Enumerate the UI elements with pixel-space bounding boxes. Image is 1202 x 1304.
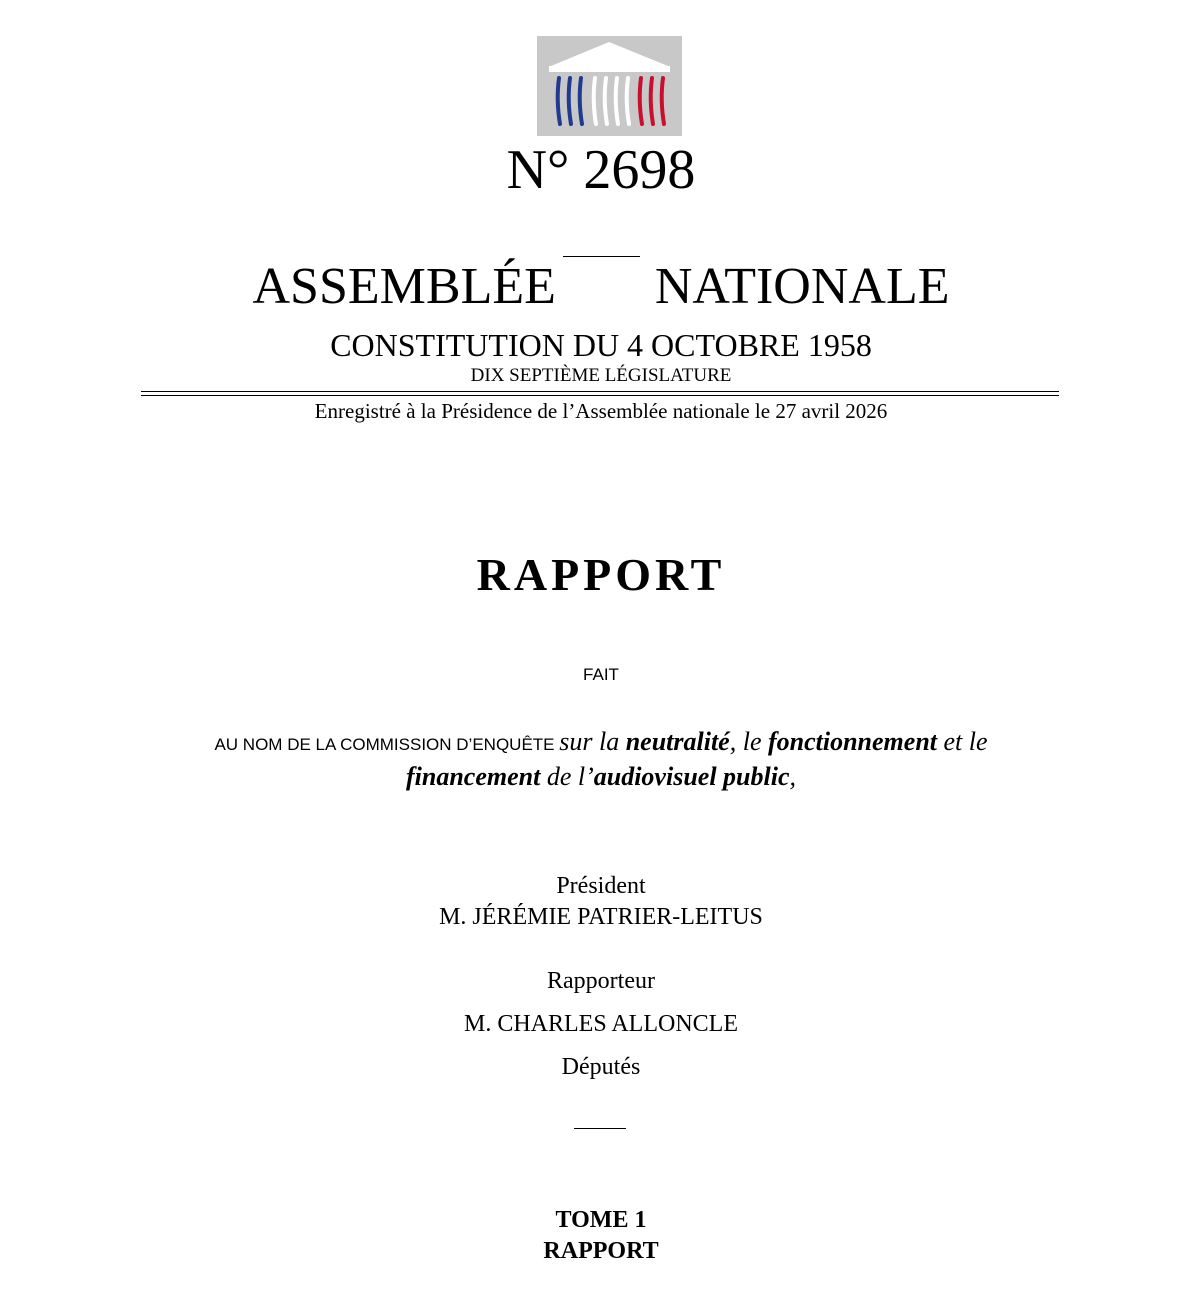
report-title: RAPPORT [476, 549, 726, 600]
commission-statement [180, 726, 1022, 793]
commission-text: de l’ [540, 762, 594, 791]
president-role: Président [556, 873, 646, 899]
double-rule-bottom [141, 395, 1059, 396]
registration-line: Enregistré à la Présidence de l’Assemblée nationale le 27 avril 2026 [314, 399, 888, 423]
president-name: M. JÉRÉMIE PATRIER-LEITUS [439, 904, 763, 930]
commission-text: , [789, 762, 796, 791]
commission-keyword: audiovisuel public [593, 762, 790, 791]
document-number: N° 2698 [506, 139, 696, 201]
rapporteur-name: M. CHARLES ALLONCLE [463, 1011, 738, 1037]
constitution-line: CONSTITUTION DU 4 OCTOBRE 1958 [330, 327, 872, 363]
bottom-divider [574, 1128, 626, 1129]
commission-keyword: neutralité [625, 727, 730, 756]
assemblee-nationale-logo [537, 36, 682, 136]
double-rule-top [141, 391, 1059, 392]
commission-keyword: fonctionnement [767, 727, 937, 756]
tome-title: TOME 1 [555, 1207, 647, 1233]
tome-subtitle: RAPPORT [543, 1238, 659, 1264]
legislature-line: DIX SEPTIÈME LÉGISLATURE [470, 365, 732, 386]
commission-text: et le [937, 727, 988, 756]
rapporteur-role: Rapporteur [547, 968, 655, 994]
commission-keyword: financement [405, 762, 541, 791]
fait-label: FAIT [583, 665, 619, 684]
deputes-label: Députés [561, 1054, 641, 1080]
institution-title: ASSEMBLÉE NATIONALE [252, 258, 950, 315]
commission-text: , le [729, 727, 768, 756]
commission-prefix: AU NOM DE LA COMMISSION D’ENQUÊTE [214, 735, 560, 754]
commission-text: sur la [559, 727, 626, 756]
